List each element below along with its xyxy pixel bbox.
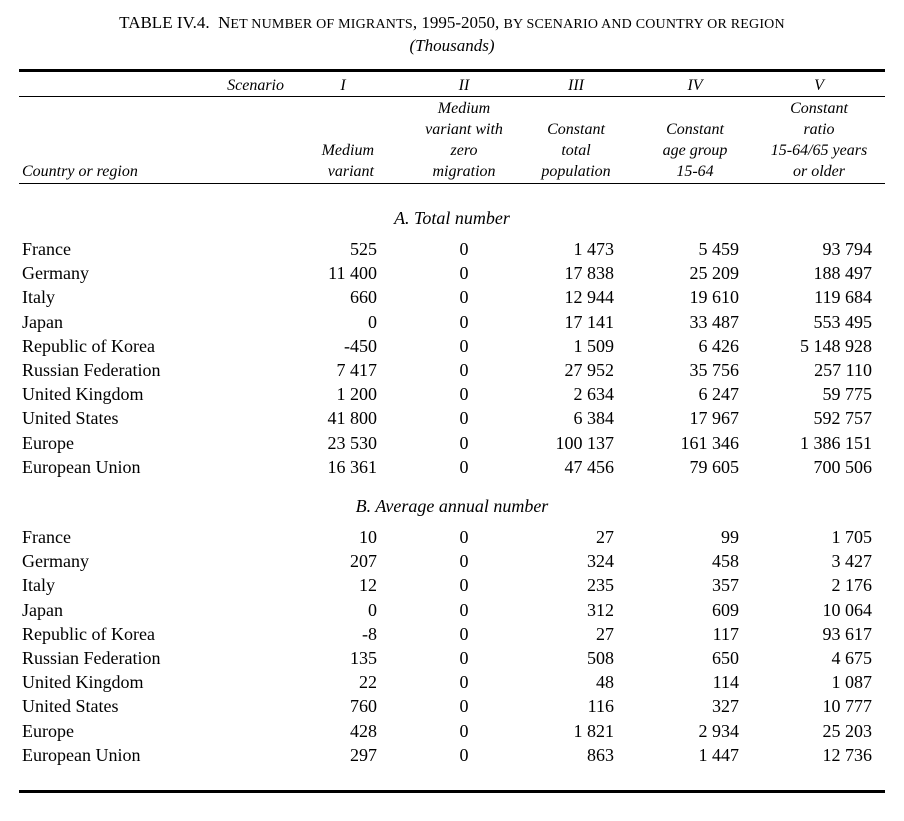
value-cell-scenario-2: 0 <box>459 648 469 668</box>
value-cell-scenario-1: 0 <box>368 311 377 332</box>
col1-header-line: variant <box>327 163 374 180</box>
value-cell-scenario-1: 135 <box>350 648 377 668</box>
scenario-numeral-1: I <box>340 77 346 94</box>
scenario-numeral-4: IV <box>687 77 703 94</box>
value-cell-scenario-2: 0 <box>459 696 469 717</box>
bottom-rule <box>19 790 885 793</box>
value-cell-scenario-5: 188 497 <box>813 263 872 284</box>
col2-header-line: Medium <box>437 100 491 117</box>
value-cell-scenario-5: 700 506 <box>813 456 872 477</box>
table-row <box>0 719 904 743</box>
table-row <box>0 358 904 382</box>
value-cell-scenario-3: 48 <box>596 672 614 693</box>
caption-years: , 1995-2050, <box>412 13 504 32</box>
value-cell-scenario-1: 428 <box>350 720 377 741</box>
value-cell-scenario-2: 0 <box>459 456 469 477</box>
country-name: France <box>22 527 71 547</box>
country-name: Republic of Korea <box>22 335 155 356</box>
table-row <box>0 285 904 309</box>
value-cell-scenario-4: 79 605 <box>689 456 739 477</box>
country-name: Russian Federation <box>22 360 161 380</box>
value-cell-scenario-1: 0 <box>368 599 377 620</box>
value-cell-scenario-2: 0 <box>459 408 469 429</box>
header-rule <box>19 183 885 184</box>
value-cell-scenario-4: 99 <box>721 527 739 547</box>
value-cell-scenario-5: 5 148 928 <box>800 335 872 356</box>
value-cell-scenario-3: 12 944 <box>564 287 614 308</box>
col5-header-line: ratio <box>803 121 835 138</box>
section-title-b: B. Average annual number <box>355 496 549 516</box>
col3-header-line: Constant <box>547 121 605 138</box>
table-row <box>0 382 904 406</box>
col4-header-line: 15-64 <box>676 163 714 180</box>
col5-header-line: 15-64/65 years <box>770 142 868 159</box>
value-cell-scenario-3: 312 <box>587 599 614 620</box>
value-cell-scenario-4: 327 <box>712 696 739 717</box>
value-cell-scenario-2: 0 <box>459 527 469 547</box>
table-row <box>0 455 904 479</box>
value-cell-scenario-3: 27 <box>596 623 614 644</box>
value-cell-scenario-4: 6 247 <box>698 384 739 405</box>
value-cell-scenario-4: 35 756 <box>689 360 739 380</box>
value-cell-scenario-5: 1 087 <box>831 672 872 693</box>
value-cell-scenario-4: 6 426 <box>698 335 739 356</box>
value-cell-scenario-5: 257 110 <box>814 360 872 380</box>
value-cell-scenario-2: 0 <box>459 432 469 453</box>
table-row <box>0 431 904 455</box>
value-cell-scenario-4: 2 934 <box>698 720 739 741</box>
country-name: Russian Federation <box>22 648 161 668</box>
value-cell-scenario-3: 1 509 <box>573 335 614 356</box>
col2-header <box>394 98 534 182</box>
value-cell-scenario-2: 0 <box>459 384 469 405</box>
value-cell-scenario-2: 0 <box>459 287 469 308</box>
value-cell-scenario-5: 1 705 <box>831 527 872 547</box>
country-name: Europe <box>22 432 74 453</box>
table-title <box>0 12 904 36</box>
scenario-numeral-2: II <box>458 77 470 94</box>
value-cell-scenario-2: 0 <box>459 360 469 380</box>
value-cell-scenario-5: 4 675 <box>831 648 872 668</box>
table-row <box>0 670 904 694</box>
value-cell-scenario-4: 650 <box>712 648 739 668</box>
value-cell-scenario-5: 2 176 <box>831 575 872 596</box>
row-label-header: Country or region <box>22 163 138 180</box>
value-cell-scenario-5: 25 203 <box>822 720 872 741</box>
value-cell-scenario-1: 10 <box>359 527 377 547</box>
table-label: TABLE IV.4. <box>119 13 210 32</box>
caption-part-1: ET NUMBER OF MIGRANTS <box>230 17 413 32</box>
value-cell-scenario-3: 235 <box>587 575 614 596</box>
table-row <box>0 694 904 718</box>
value-cell-scenario-5: 3 427 <box>831 551 872 572</box>
value-cell-scenario-2: 0 <box>459 599 469 620</box>
value-cell-scenario-3: 17 838 <box>564 263 614 284</box>
value-cell-scenario-1: 12 <box>359 575 377 596</box>
col1-header <box>270 140 374 182</box>
country-name: Italy <box>22 287 55 308</box>
value-cell-scenario-4: 5 459 <box>698 239 739 259</box>
table-row <box>0 646 904 670</box>
value-cell-scenario-4: 19 610 <box>689 287 739 308</box>
value-cell-scenario-4: 17 967 <box>689 408 739 429</box>
col3-header-line: total <box>561 142 591 159</box>
scenario-numeral-5: V <box>814 77 824 94</box>
section-title-a: A. Total number <box>394 208 510 228</box>
col3-header <box>516 119 636 182</box>
value-cell-scenario-4: 114 <box>712 672 739 693</box>
country-name: United States <box>22 408 119 429</box>
value-cell-scenario-1: 11 400 <box>328 263 377 284</box>
value-cell-scenario-2: 0 <box>459 335 469 356</box>
table-row <box>0 622 904 646</box>
value-cell-scenario-5: 93 794 <box>822 239 872 259</box>
value-cell-scenario-4: 33 487 <box>689 311 739 332</box>
top-rule <box>19 69 885 72</box>
col4-header-line: Constant <box>666 121 724 138</box>
table-row <box>0 406 904 430</box>
country-name: Italy <box>22 575 55 596</box>
value-cell-scenario-1: 7 417 <box>336 360 377 380</box>
value-cell-scenario-5: 553 495 <box>813 311 872 332</box>
value-cell-scenario-3: 863 <box>587 744 614 765</box>
value-cell-scenario-1: 207 <box>350 551 377 572</box>
value-cell-scenario-1: 1 200 <box>336 384 377 405</box>
value-cell-scenario-3: 116 <box>587 696 614 717</box>
value-cell-scenario-3: 17 141 <box>564 311 614 332</box>
value-cell-scenario-3: 1 473 <box>573 239 614 259</box>
value-cell-scenario-1: 297 <box>350 744 377 765</box>
col4-header <box>635 119 755 182</box>
value-cell-scenario-5: 12 736 <box>822 744 872 765</box>
table-row <box>0 261 904 285</box>
col5-header-line: Constant <box>790 100 848 117</box>
table-row <box>0 743 904 767</box>
value-cell-scenario-5: 93 617 <box>822 623 872 644</box>
value-cell-scenario-2: 0 <box>459 263 469 284</box>
value-cell-scenario-2: 0 <box>459 575 469 596</box>
col3-header-line: population <box>541 163 611 180</box>
country-name: European Union <box>22 456 141 477</box>
value-cell-scenario-1: 22 <box>359 672 377 693</box>
country-name: Germany <box>22 551 89 572</box>
col2-header-line: migration <box>432 163 496 180</box>
value-cell-scenario-3: 6 384 <box>573 408 614 429</box>
country-name: United Kingdom <box>22 384 144 405</box>
table-units: (Thousands) <box>409 36 495 55</box>
value-cell-scenario-4: 25 209 <box>689 263 739 284</box>
col4-header-line: age group <box>662 142 728 159</box>
value-cell-scenario-2: 0 <box>459 672 469 693</box>
country-name: France <box>22 239 71 259</box>
scenario-numeral-3: III <box>568 77 584 94</box>
value-cell-scenario-4: 117 <box>712 623 739 644</box>
caption-initial: N <box>218 13 231 32</box>
value-cell-scenario-2: 0 <box>459 720 469 741</box>
col2-header-line: variant with <box>425 121 503 138</box>
country-name: European Union <box>22 744 141 765</box>
value-cell-scenario-3: 100 137 <box>555 432 614 453</box>
value-cell-scenario-2: 0 <box>459 239 469 259</box>
value-cell-scenario-5: 10 064 <box>822 599 872 620</box>
col5-header <box>749 98 889 182</box>
scenario-label: Scenario <box>227 77 284 94</box>
value-cell-scenario-1: 525 <box>350 239 377 259</box>
value-cell-scenario-5: 59 775 <box>822 384 872 405</box>
country-name: United Kingdom <box>22 672 144 693</box>
value-cell-scenario-2: 0 <box>459 623 469 644</box>
table-row <box>0 525 904 549</box>
table-row <box>0 334 904 358</box>
value-cell-scenario-3: 324 <box>587 551 614 572</box>
table-row <box>0 598 904 622</box>
value-cell-scenario-4: 609 <box>712 599 739 620</box>
country-name: United States <box>22 696 119 717</box>
value-cell-scenario-1: 41 800 <box>327 408 377 429</box>
col1-header-line: Medium <box>321 142 374 159</box>
value-cell-scenario-1: 23 530 <box>327 432 377 453</box>
value-cell-scenario-4: 1 447 <box>698 744 739 765</box>
country-name: Japan <box>22 311 63 332</box>
value-cell-scenario-3: 47 456 <box>564 456 614 477</box>
value-cell-scenario-1: 660 <box>350 287 377 308</box>
value-cell-scenario-5: 10 777 <box>822 696 872 717</box>
country-name: Europe <box>22 720 74 741</box>
value-cell-scenario-5: 1 386 151 <box>800 432 872 453</box>
value-cell-scenario-3: 1 821 <box>573 720 614 741</box>
col2-header-line: zero <box>450 142 478 159</box>
value-cell-scenario-1: -450 <box>344 335 377 356</box>
value-cell-scenario-3: 27 952 <box>564 360 614 380</box>
value-cell-scenario-1: 760 <box>350 696 377 717</box>
value-cell-scenario-3: 508 <box>587 648 614 668</box>
value-cell-scenario-3: 2 634 <box>573 384 614 405</box>
value-cell-scenario-5: 592 757 <box>813 408 872 429</box>
country-name: Germany <box>22 263 89 284</box>
value-cell-scenario-4: 357 <box>712 575 739 596</box>
country-name: Republic of Korea <box>22 623 155 644</box>
table-row <box>0 549 904 573</box>
scenario-rule <box>19 96 885 97</box>
caption-part-2: BY SCENARIO AND COUNTRY OR REGION <box>503 17 785 32</box>
country-name: Japan <box>22 599 63 620</box>
value-cell-scenario-1: 16 361 <box>327 456 377 477</box>
value-cell-scenario-2: 0 <box>459 311 469 332</box>
value-cell-scenario-2: 0 <box>459 551 469 572</box>
value-cell-scenario-2: 0 <box>459 744 469 765</box>
value-cell-scenario-5: 119 684 <box>814 287 872 308</box>
table-row <box>0 237 904 261</box>
table-row <box>0 573 904 597</box>
table-row <box>0 310 904 334</box>
value-cell-scenario-4: 161 346 <box>680 432 739 453</box>
value-cell-scenario-3: 27 <box>596 527 614 547</box>
value-cell-scenario-4: 458 <box>712 551 739 572</box>
value-cell-scenario-1: -8 <box>362 623 377 644</box>
col5-header-line: or older <box>793 163 845 180</box>
